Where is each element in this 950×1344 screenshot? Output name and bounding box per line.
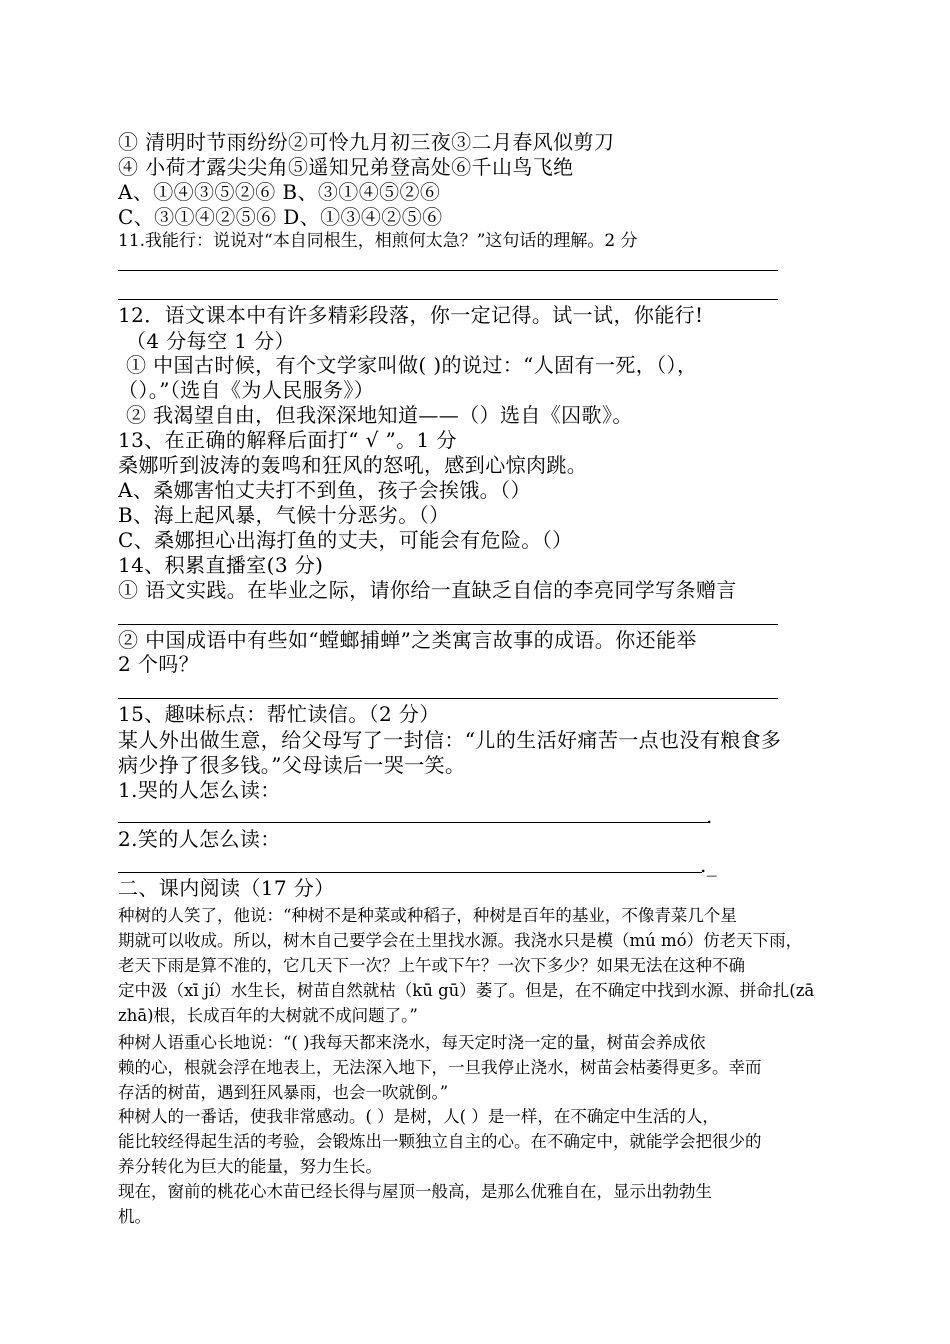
q15-cry-answer-line[interactable] <box>118 822 708 823</box>
section-2-heading: 二、课内阅读（17 分） <box>118 876 335 900</box>
q15-laugh-prompt: 2.笑的人怎么读： <box>118 827 281 851</box>
q12-item-2: ② 我渴望自由，但我深深地知道——（）选自《囚歌》。 <box>126 403 633 427</box>
poem-options-line-1: ① 清明时节雨纷纷②可怜九月初三夜③二月春风似剪刀 <box>118 130 615 154</box>
q13-sentence: 桑娜听到波涛的轰鸣和狂风的怒吼，感到心惊肉跳。 <box>118 453 588 477</box>
q15-laugh-end-mark: ._ <box>700 853 718 877</box>
q13-option-b: B、海上起风暴，气候十分恶劣。（） <box>118 503 450 527</box>
q15-cry-end-mark: . <box>706 804 713 828</box>
passage-p2-line-3: 存活的树苗，遇到狂风暴雨，也会一吹就倒。” <box>118 1083 449 1102</box>
passage-p3-line-3: 养分转化为巨大的能量，努力生长。 <box>118 1157 382 1176</box>
q14-answer-line-2[interactable] <box>118 698 778 699</box>
passage-p3-line-1: 种树人的一番话，使我非常感动。( ）是树，人( ）是一样，在不确定中生活的人， <box>118 1107 719 1126</box>
answer-options-ab: A、①④③⑤②⑥ B、③①④⑤②⑥ <box>118 180 441 204</box>
q12-item-1: ① 中国古时候，有个文学家叫做( )的说过：“人固有一死，（）， <box>126 353 698 377</box>
q14-prompt: 14、积累直播室(3 分) <box>118 553 324 577</box>
q13-option-c: C、桑娜担心出海打鱼的丈夫，可能会有危险。（） <box>118 528 573 552</box>
q13-option-a: A、桑娜害怕丈夫打不到鱼，孩子会挨饿。（） <box>118 478 531 502</box>
q15-cry-prompt: 1.哭的人怎么读： <box>118 778 281 802</box>
passage-p4-line-2: 机。 <box>118 1207 151 1226</box>
passage-p1-line-3: 老天下雨是算不准的，它几天下一次？上午或下午？一次下多少？如果无法在这种不确 <box>118 956 745 975</box>
q11-answer-line-2[interactable] <box>118 299 778 300</box>
passage-p1-line-4: 定中汲（xī jí）水生长，树苗自然就枯（kū gū）萎了。但是，在不确定中找到水源、拼命扎(zā <box>118 981 815 1000</box>
q14-item-2: ② 中国成语中有些如“螳螂捕蝉”之类寓言故事的成语。你还能举 <box>118 628 697 652</box>
q12-prompt: 12．语文课本中有许多精彩段落，你一定记得。试一试，你能行! <box>118 303 704 327</box>
passage-p4-line-1: 现在，窗前的桃花心木苗已经长得与屋顶一般高，是那么优雅自在，显示出勃勃生 <box>118 1182 712 1201</box>
q12-item-1-cont: （）。”（选自《为人民服务》） <box>118 378 375 402</box>
passage-p1-line-1: 种树的人笑了，他说：“种树不是种菜或种稻子，种树是百年的基业，不像青菜几个星 <box>118 906 737 925</box>
q11-prompt: 11.我能行：说说对“本自同根生，相煎何太急？”这句话的理解。2 分 <box>118 231 638 251</box>
q12-score-note: （4 分每空 1 分） <box>126 329 295 353</box>
q15-story-line-2: 病少挣了很多钱。”父母读后一哭一笑。 <box>118 753 466 777</box>
passage-p1-line-2: 期就可以收成。所以，树木自己要学会在土里找水源。我浇水只是模（mú mó）仿老天下雨， <box>118 931 803 950</box>
q15-prompt: 15、趣味标点：帮忙读信。（2 分） <box>118 702 440 726</box>
answer-options-cd: C、③①④②⑤⑥ D、①③④②⑤⑥ <box>118 205 443 229</box>
passage-p2-line-2: 赖的心，根就会浮在地表上，无法深入地下，一旦我停止浇水，树苗会枯萎得更多。幸而 <box>118 1058 762 1077</box>
passage-p3-line-2: 能比较经得起生活的考验，会锻炼出一颗独立自主的心。在不确定中，就能学会把很少的 <box>118 1132 762 1151</box>
q11-answer-line-1[interactable] <box>118 270 778 271</box>
poem-options-line-2: ④ 小荷才露尖尖角⑤遥知兄弟登高处⑥千山鸟飞绝 <box>118 155 574 179</box>
q15-story-line-1: 某人外出做生意，给父母写了一封信：“儿的生活好痛苦一点也没有粮食多 <box>118 728 782 752</box>
passage-p2-line-1: 种树人语重心长地说：“( )我每天都来浇水，每天定时浇一定的量，树苗会养成依 <box>118 1033 706 1052</box>
q14-item-1: ① 语文实践。在毕业之际，请你给一直缺乏自信的李亮同学写条赠言 <box>118 578 737 602</box>
passage-p1-line-5: zhā)根，长成百年的大树就不成问题了。” <box>118 1006 418 1025</box>
q14-item-2-cont: 2 个吗？ <box>118 652 200 676</box>
q13-prompt: 13、在正确的解释后面打“ √ ”。1 分 <box>118 428 457 452</box>
q14-answer-line-1[interactable] <box>118 624 778 625</box>
q15-laugh-answer-line[interactable] <box>118 872 702 873</box>
